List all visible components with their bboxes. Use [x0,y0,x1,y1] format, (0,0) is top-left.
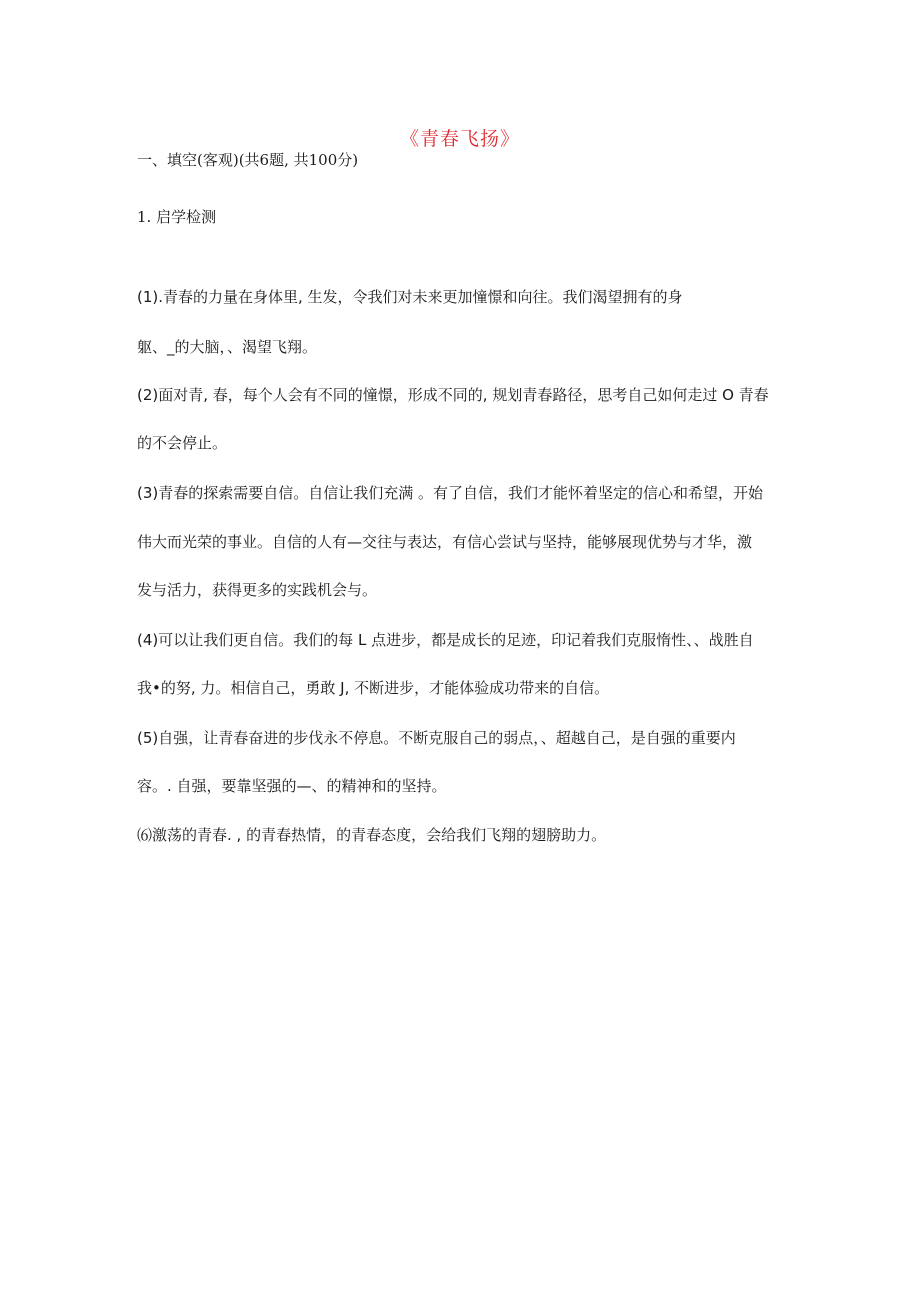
document-title: 《青春飞扬》 [399,128,520,150]
question-line-12: ⑹激荡的青春. , 的青春热情，的青春态度，会给我们飞翔的翅膀助力。 [137,826,607,844]
question-line-3: (2)面对青, 春，每个人会有不同的憧憬，形成不同的, 规划青春路径，思考自己如何走过 O 青春 [137,386,769,404]
question-heading: 1. 启学检测 [137,208,217,226]
section-heading: 一、填空(客观)(共6题, 共100分) [137,151,359,169]
question-line-7: 发与活力，获得更多的实践机会与。 [137,581,378,599]
question-line-9: 我•的努, 力。相信自己，勇敢 J, 不断进步，才能体验成功带来的自信。 [137,679,610,697]
question-line-1: (1).青春的力量在身体里, 生发，令我们对未来更加憧憬和向往。我们渴望拥有的身 [137,288,683,306]
question-line-11: 容。. 自强，要靠坚强的—、的精神和的坚持。 [137,777,447,795]
question-line-10: (5)自强，让青春奋进的步伐永不停息。不断克服自己的弱点，、超越自己，是自强的重要内 [137,729,736,747]
question-line-8: (4)可以让我们更自信。我们的每 L 点进步，都是成长的足迹，印记着我们克服惰性、、战胜自 [137,631,754,649]
question-line-2: 躯、_的大脑，、渴望飞翔。 [137,338,318,356]
question-line-6: 伟大而光荣的事业。自信的人有—交往与表达，有信心尝试与坚持，能够展现优势与才华，激 [137,533,753,551]
question-line-5: (3)青春的探索需要自信。自信让我们充满 。有了自信，我们才能怀着坚定的信心和希望，开始 [137,484,764,502]
question-line-4: 的不会停止。 [137,434,228,452]
